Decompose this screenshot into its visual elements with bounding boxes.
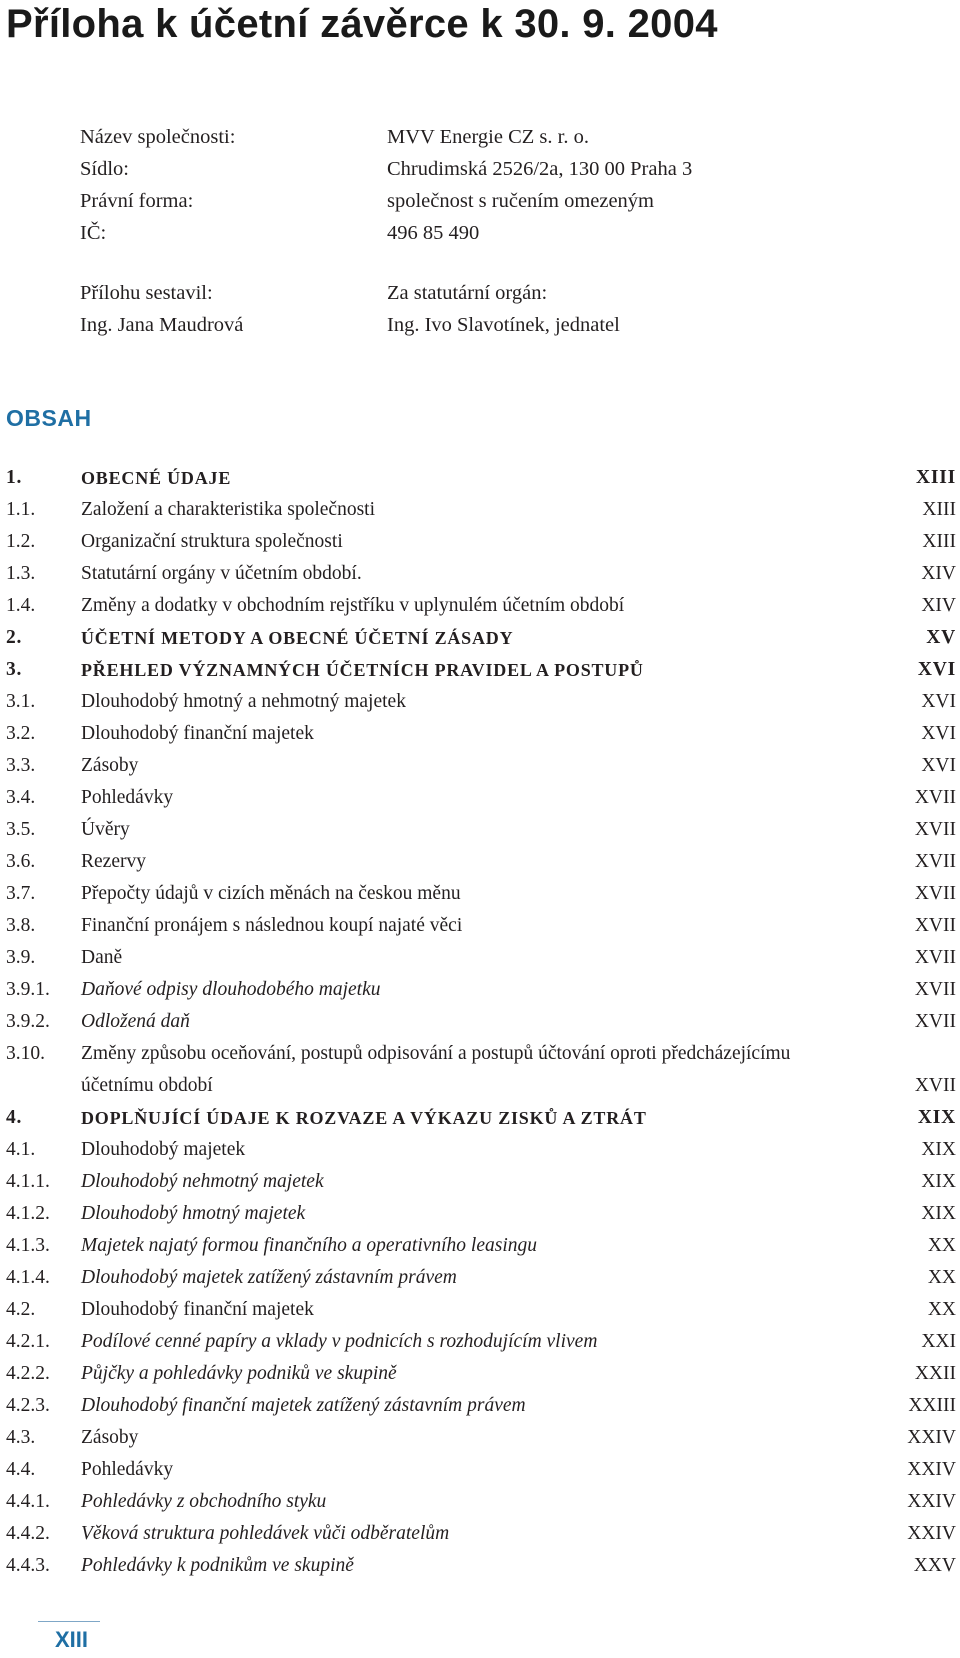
toc-entry-title: Založení a charakteristika společnosti [81,499,376,520]
toc-entry[interactable] [6,846,956,878]
toc-entry-page: XIII [915,467,956,488]
toc-entry-title: Úvěry [81,819,130,840]
toc-entry-title: Pohledávky k podnikům ve skupině [81,1555,354,1576]
info-row-address [80,153,692,185]
toc-entry-number: 3.9.2. [6,1011,50,1032]
toc-entry-number: 4. [6,1107,23,1128]
toc-entry-title: Zásoby [81,755,139,776]
toc-entry[interactable] [6,1550,956,1582]
toc-entry[interactable] [6,718,956,750]
toc-entry-number: 4.2.3. [6,1395,50,1416]
toc-entry-title: Věková struktura pohledávek vůči odběratelům [81,1523,450,1544]
toc-entry-title: PŘEHLED VÝZNAMNÝCH ÚČETNÍCH PRAVIDEL A POSTUPŮ [81,660,644,680]
toc-entry[interactable] [6,1038,956,1102]
toc-entry-page: XIX [921,1203,956,1224]
toc-entry-number: 4.4. [6,1459,36,1480]
toc-entry-title: Organizační struktura společnosti [81,531,343,552]
toc-entry-number: 1.1. [6,499,36,520]
toc-entry-title: Statutární orgány v účetním období. [81,563,362,584]
toc-entry-page: XVII [914,883,956,904]
table-of-contents [6,462,956,1582]
toc-entry-title: Dlouhodobý nehmotný majetek [81,1171,324,1192]
toc-entry-number: 4.1.1. [6,1171,50,1192]
toc-entry[interactable] [6,1390,956,1422]
toc-entry-page: XV [926,627,956,648]
signature-row [80,309,692,341]
toc-entry-title: Dlouhodobý finanční majetek [81,723,314,744]
toc-entry[interactable] [6,1294,956,1326]
signature-name: Ing. Ivo Slavotínek, jednatel [387,314,620,336]
toc-entry-page: XX [927,1235,956,1256]
toc-entry-page: XX [927,1267,956,1288]
toc-entry-title: Dlouhodobý majetek [81,1139,246,1160]
info-value: 496 85 490 [387,222,480,244]
toc-entry[interactable] [6,590,956,622]
toc-entry[interactable] [6,1006,956,1038]
toc-entry-number: 1. [6,467,23,488]
toc-entry-number: 4.1.4. [6,1267,50,1288]
info-row-name [80,121,692,153]
toc-entry-page: XXII [914,1363,956,1384]
info-value: MVV Energie CZ s. r. o. [387,126,589,148]
toc-entry-title: Přepočty údajů v cizích měnách na českou měnu [81,883,461,904]
toc-entry-number: 2. [6,627,23,648]
toc-entry-number: 4.2. [6,1299,36,1320]
toc-entry-page: XVII [914,1011,956,1032]
toc-entry-page: XVII [914,1075,956,1096]
toc-entry-title: OBECNÉ ÚDAJE [81,468,232,488]
toc-entry-number: 4.2.1. [6,1331,50,1352]
toc-entry[interactable] [6,1198,956,1230]
signature-row [80,277,692,309]
toc-entry[interactable] [6,1454,956,1486]
info-label: Sídlo: [80,158,129,180]
toc-entry-title: Změny způsobu oceňování, postupů odpisování a postupů účtování oproti předcházejícímu účetnímu období [81,1043,791,1096]
page-number: XIII [55,1627,89,1652]
info-value: společnost s ručením omezeným [387,190,655,212]
toc-entry-number: 4.1. [6,1139,36,1160]
toc-entry-page: XVII [914,915,956,936]
toc-entry-number: 1.3. [6,563,36,584]
toc-entry-number: 3.1. [6,691,36,712]
toc-entry[interactable] [6,526,956,558]
toc-entry-number: 4.4.3. [6,1555,50,1576]
toc-entry-number: 4.3. [6,1427,36,1448]
signature-label: Přílohu sestavil: [80,282,213,304]
toc-entry-number: 3.3. [6,755,36,776]
toc-entry[interactable] [6,1262,956,1294]
signature-value: Za statutární orgán: [387,282,548,304]
toc-entry[interactable] [6,942,956,974]
toc-entry-title: DOPLŇUJÍCÍ ÚDAJE K ROZVAZE A VÝKAZU ZISKŮ A ZTRÁT [81,1108,647,1128]
toc-entry[interactable] [6,686,956,718]
toc-entry-number: 4.4.1. [6,1491,50,1512]
toc-entry-title: Dlouhodobý hmotný majetek [81,1203,306,1224]
toc-entry-number: 3.7. [6,883,36,904]
toc-entry-number: 3.6. [6,851,36,872]
toc-entry[interactable] [6,462,956,494]
toc-entry-page: XVII [914,787,956,808]
toc-entry[interactable] [6,622,956,654]
toc-entry[interactable] [6,1166,956,1198]
toc-entry-title: Majetek najatý formou finančního a operativního leasingu [81,1235,538,1256]
toc-entry[interactable] [6,814,956,846]
toc-entry-title: Dlouhodobý majetek zatížený zástavním právem [81,1267,457,1288]
info-row-ic [80,217,692,249]
toc-entry-page: XIII [922,499,956,520]
toc-entry[interactable] [6,654,956,686]
toc-entry[interactable] [6,1358,956,1390]
toc-entry-page: XVII [914,851,956,872]
toc-entry-number: 3. [6,659,23,680]
toc-entry-page: XVI [921,723,956,744]
toc-entry[interactable] [6,910,956,942]
toc-entry-page: XIV [921,595,956,616]
toc-entry-page: XVII [914,979,956,1000]
toc-entry-page: XX [927,1299,956,1320]
toc-entry-number: 3.10. [6,1043,45,1064]
toc-entry-title: Dlouhodobý hmotný a nehmotný majetek [81,691,406,712]
toc-entry[interactable] [6,1102,956,1134]
toc-entry[interactable] [6,782,956,814]
toc-entry-title: Daňové odpisy dlouhodobého majetku [81,979,381,1000]
toc-entry-number: 1.2. [6,531,36,552]
toc-entry-number: 3.8. [6,915,36,936]
toc-entry-page: XXIV [907,1491,956,1512]
toc-entry[interactable] [6,974,956,1006]
toc-entry[interactable] [6,558,956,590]
toc-entry-page: XIX [921,1171,956,1192]
contents-heading: OBSAH [6,405,92,431]
toc-entry-page: XVI [921,755,956,776]
toc-entry-number: 3.4. [6,787,36,808]
toc-entry[interactable] [6,750,956,782]
toc-entry-page: XXV [913,1555,956,1576]
toc-entry-page: XXIV [907,1523,956,1544]
toc-entry-page: XXI [921,1331,956,1352]
toc-entry-page: XIX [917,1107,956,1128]
toc-entry-number: 3.5. [6,819,36,840]
toc-entry-page: XVI [917,659,956,680]
toc-entry-page: XXIV [907,1427,956,1448]
toc-entry-title: Dlouhodobý finanční majetek [81,1299,314,1320]
company-info [80,121,692,341]
toc-entry-title: Půjčky a pohledávky podniků ve skupině [81,1363,397,1384]
toc-entry-title: Dlouhodobý finanční majetek zatížený zástavním právem [81,1395,526,1416]
footer-divider [38,1621,100,1622]
info-row-legal-form [80,185,692,217]
info-value: Chrudimská 2526/2a, 130 00 Praha 3 [387,158,693,180]
toc-entry-page: XIX [921,1139,956,1160]
toc-entry-number: 3.9. [6,947,36,968]
toc-entry-title: Finanční pronájem s následnou koupí najaté věci [81,915,463,936]
toc-entry-page: XIV [921,563,956,584]
toc-entry[interactable] [6,1326,956,1358]
toc-entry-page: XXIII [908,1395,956,1416]
toc-entry-number: 1.4. [6,595,36,616]
toc-entry-number: 4.1.3. [6,1235,50,1256]
toc-entry[interactable] [6,1518,956,1550]
toc-entry-number: 3.9.1. [6,979,50,1000]
toc-entry[interactable] [6,1134,956,1166]
signature-name: Ing. Jana Maudrová [80,314,244,336]
toc-entry-number: 4.1.2. [6,1203,50,1224]
info-label: Právní forma: [80,190,194,212]
toc-entry[interactable] [6,1422,956,1454]
toc-entry[interactable] [6,1230,956,1262]
toc-entry[interactable] [6,878,956,910]
toc-entry[interactable] [6,1486,956,1518]
toc-entry-title: Pohledávky [81,787,174,808]
document-title: Příloha k účetní závěrce k 30. 9. 2004 [6,2,718,46]
toc-entry-title: Pohledávky z obchodního styku [81,1491,327,1512]
toc-entry-page: XVII [914,819,956,840]
toc-entry[interactable] [6,494,956,526]
toc-entry-number: 4.4.2. [6,1523,50,1544]
toc-entry-page: XXIV [907,1459,956,1480]
toc-entry-page: XVII [914,947,956,968]
toc-entry-page: XIII [922,531,956,552]
toc-entry-title: Podílové cenné papíry a vklady v podnicích s rozhodujícím vlivem [81,1331,598,1352]
toc-entry-page: XVI [921,691,956,712]
info-label: IČ: [80,222,107,244]
toc-entry-title: Změny a dodatky v obchodním rejstříku v uplynulém účetním období [81,595,625,616]
toc-entry-title: Daně [81,947,123,968]
toc-entry-title: Odložená daň [81,1011,190,1032]
toc-entry-title: Rezervy [81,851,146,872]
toc-entry-title: ÚČETNÍ METODY A OBECNÉ ÚČETNÍ ZÁSADY [81,628,514,648]
toc-entry-title: Pohledávky [81,1459,174,1480]
toc-entry-title: Zásoby [81,1427,139,1448]
toc-entry-number: 4.2.2. [6,1363,50,1384]
toc-entry-number: 3.2. [6,723,36,744]
info-label: Název společnosti: [80,126,236,148]
